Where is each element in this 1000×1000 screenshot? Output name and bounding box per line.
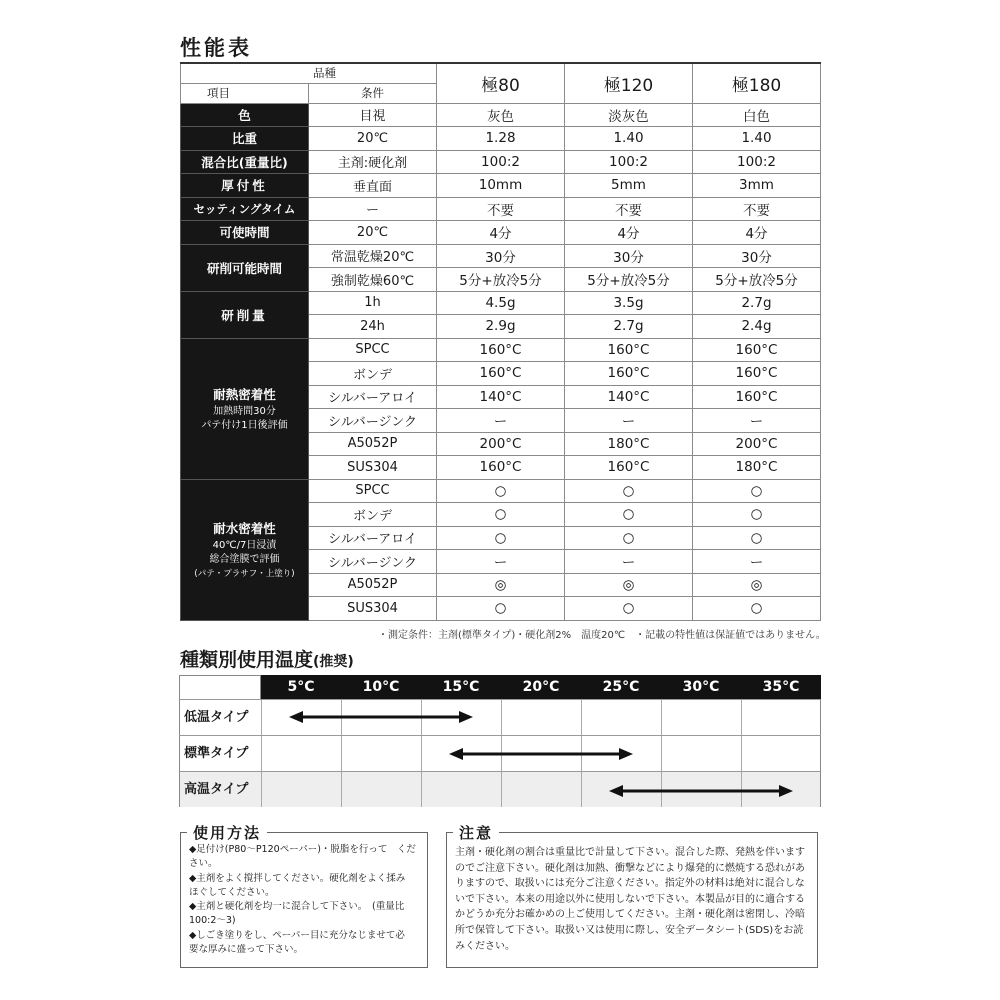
value-cell: 160°C xyxy=(437,456,565,480)
value-cell: 不要 xyxy=(437,197,565,221)
condition-cell: 24h xyxy=(309,315,437,339)
value-cell: 4分 xyxy=(565,221,693,245)
value-cell: 4分 xyxy=(693,221,821,245)
value-cell: 200°C xyxy=(437,432,565,456)
row-label: 研削可能時間 xyxy=(181,244,309,291)
value-cell: 160°C xyxy=(565,362,693,386)
condition-cell: 20℃ xyxy=(309,221,437,245)
value-cell: 180°C xyxy=(693,456,821,480)
value-cell: 30分 xyxy=(565,244,693,268)
condition-cell: 20℃ xyxy=(309,127,437,151)
temp-header: 35°C xyxy=(741,675,821,699)
value-cell: ○ xyxy=(693,503,821,527)
heat-note: パテ付け1日後評価 xyxy=(201,419,288,431)
value-cell: ○ xyxy=(693,526,821,550)
temp-title: 種類別使用温度 xyxy=(180,649,314,671)
value-cell: ◎ xyxy=(693,573,821,597)
value-cell: 160°C xyxy=(565,338,693,362)
value-cell: 1.28 xyxy=(437,127,565,151)
grade-header: 極180 xyxy=(693,63,821,103)
value-cell: ー xyxy=(693,550,821,574)
value-cell: ◎ xyxy=(437,573,565,597)
value-cell: ○ xyxy=(437,526,565,550)
usage-item: ◆主剤と硬化剤を均一に混合して下さい。 (重量比 100:2〜3) xyxy=(189,901,405,927)
condition-cell: SPCC xyxy=(309,479,437,503)
water-note: 総合塗膜で評価 xyxy=(209,553,280,565)
condition-cell: 1h xyxy=(309,291,437,315)
value-cell: 200°C xyxy=(693,432,821,456)
value-cell: 100:2 xyxy=(437,150,565,174)
value-cell: 2.9g xyxy=(437,315,565,339)
value-cell: 160°C xyxy=(565,456,693,480)
condition-cell: 強制乾燥60℃ xyxy=(309,268,437,292)
value-cell: 10mm xyxy=(437,174,565,198)
header-condition: 条件 xyxy=(309,83,437,103)
range-arrow xyxy=(609,785,793,797)
page-title: 性能表 xyxy=(180,36,252,60)
value-cell: 淡灰色 xyxy=(565,103,693,127)
row-gravity xyxy=(181,127,821,151)
condition-cell: A5052P xyxy=(309,432,437,456)
condition-cell: シルバージンク xyxy=(309,550,437,574)
row-label-water xyxy=(181,479,309,620)
temp-header: 10°C xyxy=(341,675,421,699)
temp-subtitle: (推奨) xyxy=(313,654,354,670)
value-cell: 30分 xyxy=(437,244,565,268)
value-cell: ○ xyxy=(565,526,693,550)
value-cell: 3mm xyxy=(693,174,821,198)
value-cell: 5分+放冷5分 xyxy=(437,268,565,292)
row-label: 研削量 xyxy=(181,291,309,338)
range-arrow xyxy=(449,748,633,760)
row-sanding-amount xyxy=(181,291,821,315)
value-cell: ー xyxy=(437,550,565,574)
condition-cell: シルバーアロイ xyxy=(309,526,437,550)
condition-cell: ー xyxy=(309,197,437,221)
value-cell: ○ xyxy=(565,479,693,503)
condition-cell: 主剤:硬化剤 xyxy=(309,150,437,174)
temp-header: 25°C xyxy=(581,675,661,699)
value-cell: 不要 xyxy=(693,197,821,221)
heat-label: 耐熱密着性 xyxy=(213,386,276,402)
caution-box xyxy=(446,824,818,968)
condition-cell: シルバージンク xyxy=(309,409,437,433)
value-cell: 白色 xyxy=(693,103,821,127)
value-cell: ー xyxy=(565,409,693,433)
value-cell: ー xyxy=(565,550,693,574)
row-thick xyxy=(181,174,821,198)
type-label: 標準タイプ xyxy=(179,736,261,771)
value-cell: ○ xyxy=(437,597,565,621)
temp-header: 5°C xyxy=(261,675,341,699)
value-cell: 180°C xyxy=(565,432,693,456)
temp-header: 15°C xyxy=(421,675,501,699)
row-label: セッティングタイム xyxy=(181,197,309,221)
value-cell: 3.5g xyxy=(565,291,693,315)
row-label: 厚付性 xyxy=(181,174,309,198)
caution-title: 注意 xyxy=(453,822,499,843)
value-cell: 4.5g xyxy=(437,291,565,315)
value-cell: ○ xyxy=(437,479,565,503)
usage-item: ◆足付け(P80〜P120ペーパー)・脱脂を行って ください。 xyxy=(189,844,416,870)
value-cell: 灰色 xyxy=(437,103,565,127)
header-item: 項目 xyxy=(181,83,309,103)
value-cell: 160°C xyxy=(693,338,821,362)
header-blank xyxy=(179,675,261,699)
value-cell: 160°C xyxy=(693,385,821,409)
condition-cell: SPCC xyxy=(309,338,437,362)
footnote: ・測定条件：主剤(標準タイプ)・硬化剤2% 温度20℃ ・記載の特性値は保証値ではありません。 xyxy=(378,630,826,641)
water-note: 40℃/7日浸漬 xyxy=(212,539,277,551)
header-kind: 品種 xyxy=(181,63,437,83)
row-mix xyxy=(181,150,821,174)
heat-note: 加熱時間30分 xyxy=(213,405,276,417)
value-cell: 100:2 xyxy=(693,150,821,174)
value-cell: 5分+放冷5分 xyxy=(565,268,693,292)
value-cell: 30分 xyxy=(693,244,821,268)
row-sanding-time xyxy=(181,244,821,268)
value-cell: ○ xyxy=(693,479,821,503)
value-cell: 5分+放冷5分 xyxy=(693,268,821,292)
condition-cell: ボンデ xyxy=(309,503,437,527)
value-cell: 1.40 xyxy=(693,127,821,151)
condition-cell: SUS304 xyxy=(309,597,437,621)
row-heat xyxy=(181,338,821,362)
row-label: 可使時間 xyxy=(181,221,309,245)
value-cell: ○ xyxy=(693,597,821,621)
value-cell: ー xyxy=(437,409,565,433)
condition-cell: ボンデ xyxy=(309,362,437,386)
row-label: 比重 xyxy=(181,127,309,151)
row-label: 色 xyxy=(181,103,309,127)
row-label: 混合比(重量比) xyxy=(181,150,309,174)
grade-header: 極120 xyxy=(565,63,693,103)
condition-cell: シルバーアロイ xyxy=(309,385,437,409)
value-cell: 2.7g xyxy=(693,291,821,315)
value-cell: 2.7g xyxy=(565,315,693,339)
value-cell: ○ xyxy=(437,503,565,527)
value-cell: 4分 xyxy=(437,221,565,245)
usage-item: ◆しごき塗りをし、ペーパー目に充分なじませて必 要な厚みに盛って下さい。 xyxy=(189,929,415,956)
usage-list xyxy=(189,843,423,957)
temp-header: 30°C xyxy=(661,675,741,699)
temperature-header xyxy=(179,675,821,699)
value-cell: ○ xyxy=(565,503,693,527)
value-cell: ○ xyxy=(565,597,693,621)
row-color xyxy=(181,103,821,127)
range-arrow xyxy=(289,711,473,723)
value-cell: 100:2 xyxy=(565,150,693,174)
row-potlife xyxy=(181,221,821,245)
section-title-temperature xyxy=(180,645,354,672)
row-water xyxy=(181,479,821,503)
value-cell: 140°C xyxy=(437,385,565,409)
grade-header: 極80 xyxy=(437,63,565,103)
condition-cell: A5052P xyxy=(309,573,437,597)
usage-box xyxy=(180,824,428,968)
usage-title: 使用方法 xyxy=(187,822,267,843)
value-cell: 160°C xyxy=(693,362,821,386)
type-label: 高温タイプ xyxy=(179,772,261,807)
temp-row-low xyxy=(179,699,821,735)
water-note: (パテ・プラサフ・上塗り) xyxy=(194,568,295,579)
value-cell: 160°C xyxy=(437,362,565,386)
caution-text: 主剤・硬化剤の割合は重量比で計量して下さい。混合した際、発熱を伴いますのでご注意下さい。硬化剤は加熱、衝撃などにより爆発的に燃焼する恐れがありますので、取扱いには充分ご注意ください。指定外の材料は絶対に混合しないで下さい。本来の用途以外に使用しないで下さい。本製品が目的に適合するかどうか充分お確かめの上ご使用してください。主剤・硬化剤は密閉し、冷暗所で保管して下さい。取扱い又は使用に際し、安全データシート(SDS)をお読みください。 xyxy=(455,847,805,952)
row-label-heat xyxy=(181,338,309,479)
water-label: 耐水密着性 xyxy=(213,520,276,536)
condition-cell: 垂直面 xyxy=(309,174,437,198)
value-cell: ー xyxy=(693,409,821,433)
condition-cell: 目視 xyxy=(309,103,437,127)
condition-cell: 常温乾燥20℃ xyxy=(309,244,437,268)
value-cell: 5mm xyxy=(565,174,693,198)
temp-header: 20°C xyxy=(501,675,581,699)
value-cell: 不要 xyxy=(565,197,693,221)
usage-item: ◆主剤をよく撹拌してください。硬化剤をよく揉み ほぐしてください。 xyxy=(189,872,415,898)
performance-table xyxy=(180,62,821,621)
value-cell: 140°C xyxy=(565,385,693,409)
temperature-grid xyxy=(179,675,821,807)
condition-cell: SUS304 xyxy=(309,456,437,480)
value-cell: 1.40 xyxy=(565,127,693,151)
value-cell: 160°C xyxy=(437,338,565,362)
value-cell: 2.4g xyxy=(693,315,821,339)
row-setting xyxy=(181,197,821,221)
value-cell: ◎ xyxy=(565,573,693,597)
type-label: 低温タイプ xyxy=(179,700,261,735)
